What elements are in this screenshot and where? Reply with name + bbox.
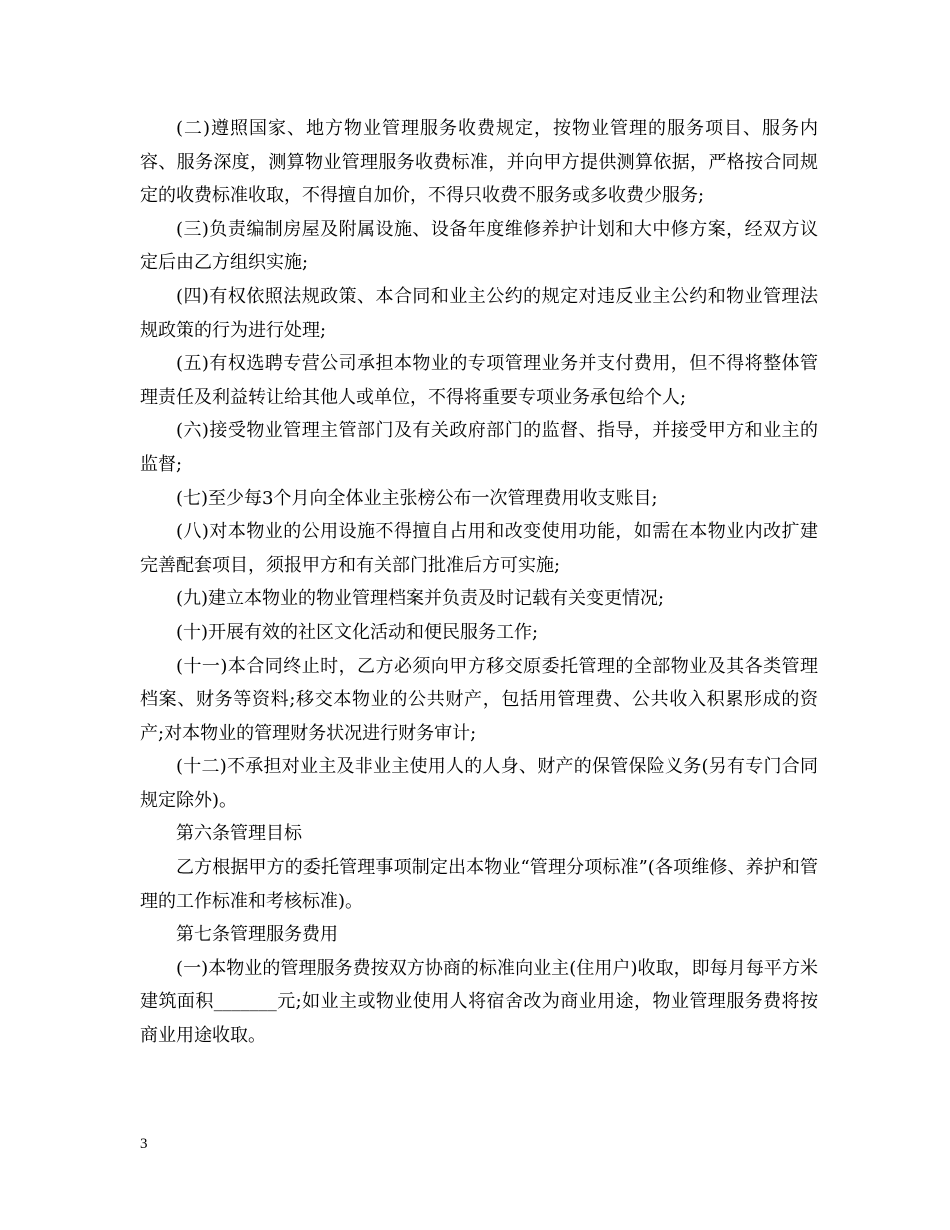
section-heading-article-7: 第七条管理服务费用 [176, 924, 338, 946]
paragraph-item-4: (四)有权依照法规政策、本合同和业主公约的规定对违反业主公约和物业管理法规政策的行为进行处理; [140, 285, 818, 341]
paragraph-item-2: (二)遵照国家、地方物业管理服务收费规定，按物业管理的服务项目、服务内容、服务深度，测算物业管理服务收费标准，并向甲方提供测算依据，严格按合同规定的收费标准收取，不得擅自加价，不得只收费不服务或多收费少服务; [140, 118, 818, 207]
page-number: 3 [140, 1136, 148, 1152]
paragraph-item-6: (六)接受物业管理主管部门及有关政府部门的监督、指导，并接受甲方和业主的监督; [140, 420, 818, 475]
paragraph-fee-item-1: (一)本物业的管理服务费按双方协商的标准向业主(住用户)收取，即每月每平方米建筑面积_______元;如业主或物业使用人将宿舍改为商业用途，物业管理服务费将按商业用途收取。 [140, 957, 818, 1047]
paragraph-item-10: (十)开展有效的社区文化活动和便民服务工作; [176, 621, 539, 643]
paragraph-item-3: (三)负责编制房屋及附属设施、设备年度维修养护计划和大中修方案，经双方议定后由乙方组织实施; [140, 218, 818, 274]
section-heading-article-6: 第六条管理目标 [176, 823, 302, 845]
paragraph-item-5: (五)有权选聘专营公司承担本物业的专项管理业务并支付费用，但不得将整体管理责任及利益转让给其他人或单位，不得将重要专项业务承包给个人; [140, 353, 818, 408]
document-body [140, 112, 818, 1053]
paragraph-item-8: (八)对本物业的公用设施不得擅自占用和改变使用功能，如需在本物业内改扩建完善配套项目，须报甲方和有关部门批准后方可实施; [140, 521, 818, 576]
paragraph-item-11: (十一)本合同终止时，乙方必须向甲方移交原委托管理的全部物业及其各类管理档案、财务等资料;移交本物业的公共财产，包括用管理费、公共收入积累形成的资产;对本物业的管理财务状况进行财务审计; [140, 655, 818, 744]
paragraph-item-12: (十二)不承担对业主及非业主使用人的人身、财产的保管保险义务(另有专门合同规定除外)。 [140, 756, 818, 811]
paragraph-management-goal: 乙方根据甲方的委托管理事项制定出本物业“管理分项标准”(各项维修、养护和管理的工作标准和考核标准)。 [140, 857, 818, 912]
paragraph-item-7: (七)至少每3个月向全体业主张榜公布一次管理费用收支账目; [176, 487, 658, 509]
paragraph-item-9: (九)建立本物业的物业管理档案并负责及时记载有关变更情况; [176, 588, 665, 610]
